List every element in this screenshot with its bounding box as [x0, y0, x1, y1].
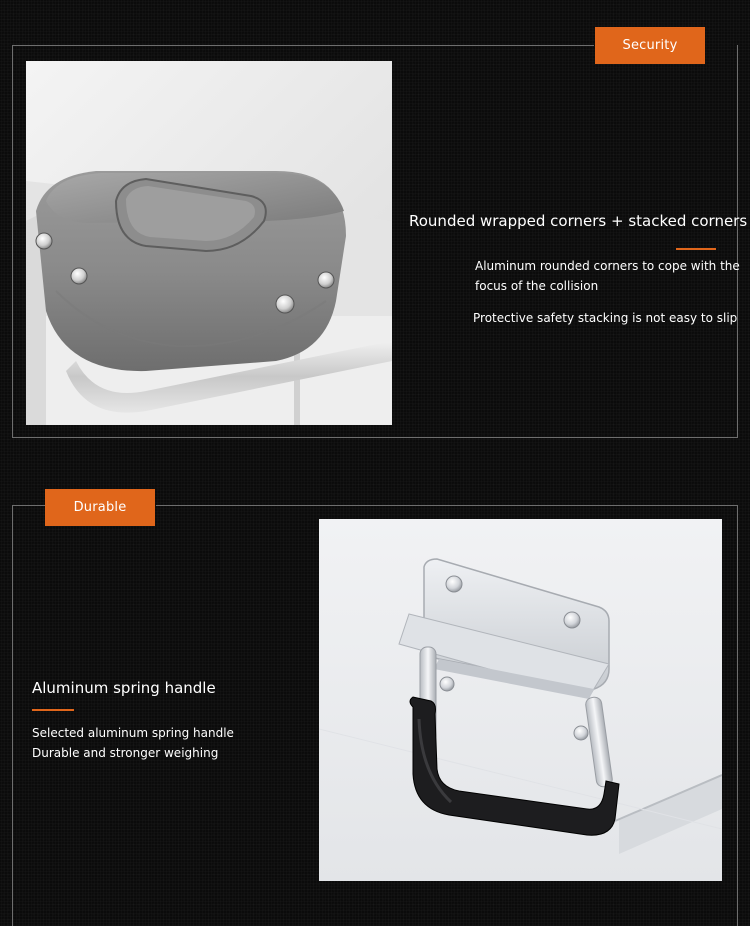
section1-line-3: Protective safety stacking is not easy to slip	[473, 311, 738, 325]
aluminum-corner-protector-photo	[26, 61, 392, 425]
section2-line-1: Selected aluminum spring handle	[32, 726, 234, 740]
section2-heading: Aluminum spring handle	[32, 679, 216, 697]
frame2-top-right-line	[156, 505, 738, 506]
durable-badge: Durable	[45, 489, 155, 526]
frame-left-line	[12, 45, 13, 438]
frame-bottom-line	[12, 437, 738, 438]
section2-line-2: Durable and stronger weighing	[32, 746, 219, 760]
section1-accent-line	[676, 248, 716, 250]
frame2-left-line	[12, 505, 13, 926]
section1-line-1: Aluminum rounded corners to cope with the	[475, 259, 740, 273]
security-badge: Security	[595, 27, 705, 64]
frame-right-line	[737, 45, 738, 438]
frame2-top-left-stub	[12, 505, 46, 506]
frame-top-left-line	[12, 45, 594, 46]
spring-handle-photo	[319, 519, 722, 881]
frame2-right-line	[737, 505, 738, 926]
section1-line-2: focus of the collision	[475, 279, 599, 293]
section2-accent-line	[32, 709, 74, 711]
section1-heading: Rounded wrapped corners + stacked corners	[409, 212, 748, 230]
